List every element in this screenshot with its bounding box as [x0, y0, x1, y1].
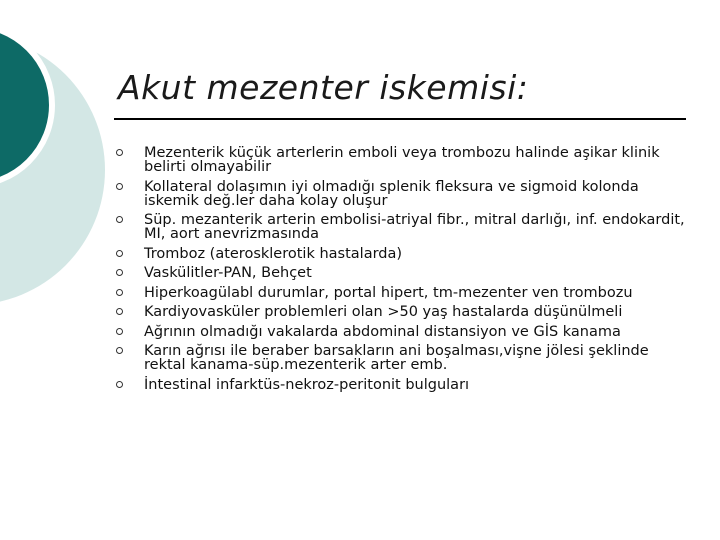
hollow-circle-bullet-icon: [116, 269, 123, 276]
bullet-text: Tromboz (aterosklerotik hastalarda): [144, 245, 403, 262]
bullet-item: [116, 286, 691, 300]
bullet-text: Kollateral dolaşımın iyi olmadığı splenik fleksura ve sigmoid kolonda iskemik değ.ler daha kolay oluşur: [144, 178, 639, 209]
bullet-text: Mezenterik küçük arterlerin emboli veya trombozu halinde aşikar klinik belirti olmayabilir: [144, 145, 660, 175]
bullet-text: Ağrının olmadığı vakalarda abdominal distansiyon ve GİS kanama: [144, 323, 621, 340]
bullet-item: [116, 325, 691, 339]
hollow-circle-bullet-icon: [116, 328, 123, 335]
hollow-circle-bullet-icon: [116, 308, 123, 315]
bullet-text: Süp. mezanterik arterin embolisi-atriyal fibr., mitral darlığı, inf. endokardit, MI, aort anevrizmasında: [144, 212, 685, 242]
bullet-item: [116, 213, 691, 241]
bullet-item: [116, 344, 691, 372]
bullet-text: Kardiyovasküler problemleri olan >50 yaş hastalarda düşünülmeli: [144, 304, 623, 320]
hollow-circle-bullet-icon: [116, 289, 123, 296]
bullet-item: [116, 180, 691, 208]
hollow-circle-bullet-icon: [116, 381, 123, 388]
bullet-item: [116, 305, 691, 319]
bullet-list: [116, 146, 691, 397]
hollow-circle-bullet-icon: [116, 216, 123, 223]
bullet-text: Vaskülitler-PAN, Behçet: [144, 265, 312, 281]
hollow-circle-bullet-icon: [116, 250, 123, 257]
bullet-text: Hiperkoagülabl durumlar, portal hipert, tm-mezenter ven trombozu: [144, 284, 633, 301]
title-underline: [114, 118, 686, 120]
bullet-item: [116, 378, 691, 392]
bullet-item: [116, 247, 691, 261]
bullet-item: [116, 266, 691, 280]
hollow-circle-bullet-icon: [116, 149, 123, 156]
bullet-text: İntestinal infarktüs-nekroz-peritonit bulguları: [144, 376, 470, 393]
hollow-circle-bullet-icon: [116, 183, 123, 190]
bullet-item: [116, 146, 691, 174]
bullet-text: Karın ağrısı ile beraber barsakların ani boşalması,vişne jölesi şeklinde rektal kanama-süp.mezenterik arter emb.: [144, 343, 649, 373]
hollow-circle-bullet-icon: [116, 347, 123, 354]
slide-title: Akut mezenter iskemisi:: [118, 68, 529, 107]
